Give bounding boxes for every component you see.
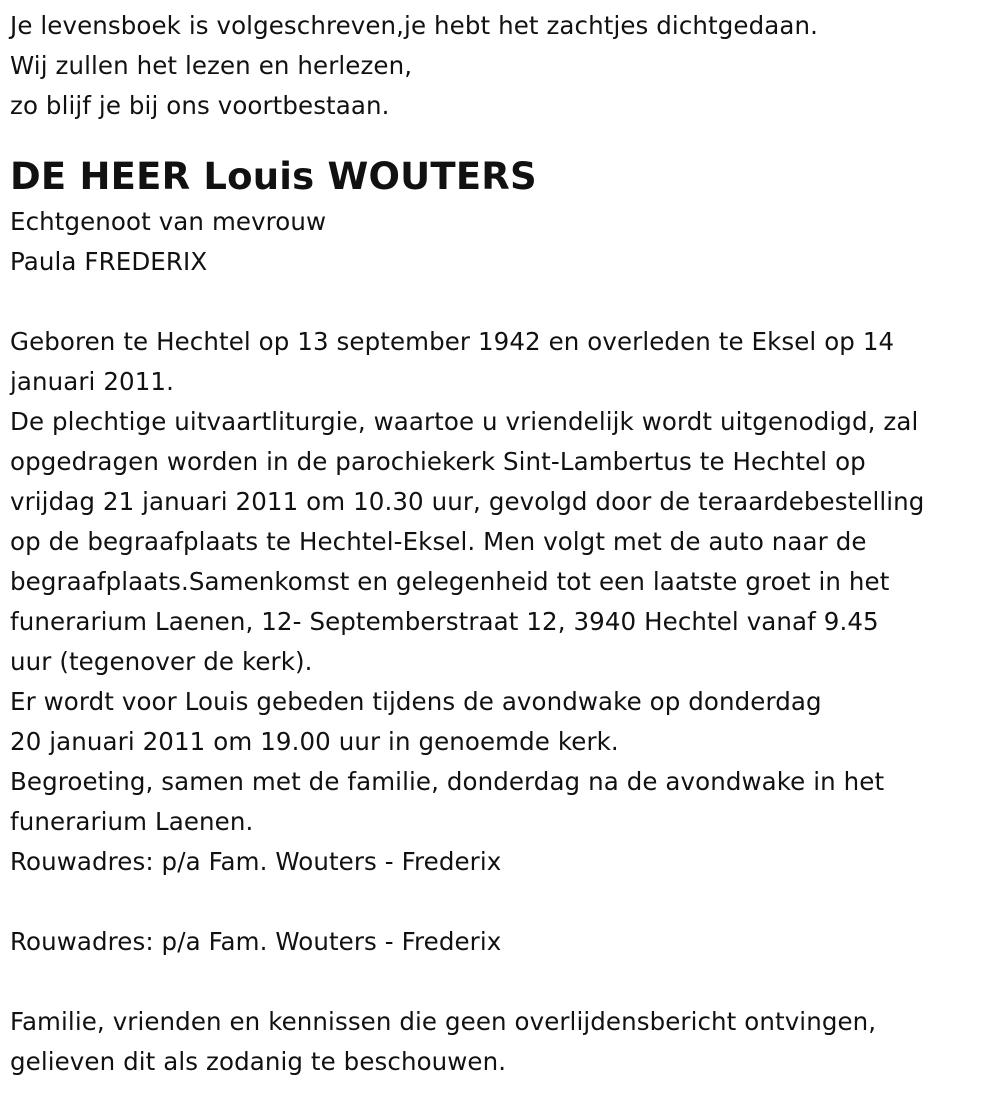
deceased-name: DE HEER Louis WOUTERS <box>10 155 537 198</box>
poem-line: Wij zullen het lezen en herlezen, <box>10 51 413 80</box>
mourning-address: Rouwadres: p/a Fam. Wouters - Frederix <box>10 927 502 956</box>
body-line: De plechtige uitvaartliturgie, waartoe u vriendelijk wordt uitgenodigd, zal <box>10 407 919 436</box>
body-line: uur (tegenover de kerk). <box>10 647 313 676</box>
body-line: Begroeting, samen met de familie, donderdag na de avondwake in het <box>10 767 885 796</box>
spacer <box>10 962 1000 1002</box>
body-line: januari 2011. <box>10 367 174 396</box>
body-line: funerarium Laenen, 12- Septemberstraat 12, 3940 Hechtel vanaf 9.45 <box>10 607 879 636</box>
body-line: begraafplaats.Samenkomst en gelegenheid tot een laatste groet in het <box>10 567 890 596</box>
poem <box>10 6 1000 126</box>
body-line: Geboren te Hechtel op 13 september 1942 en overleden te Eksel op 14 <box>10 327 895 356</box>
closing-line: gelieven dit als zodanig te beschouwen. <box>10 1047 507 1076</box>
body-line: Rouwadres: p/a Fam. Wouters - Frederix <box>10 847 502 876</box>
body-line: 20 januari 2011 om 19.00 uur in genoemde kerk. <box>10 727 619 756</box>
spacer <box>10 882 1000 922</box>
spouse-line: Paula FREDERIX <box>10 247 208 276</box>
poem-line: zo blijf je bij ons voortbestaan. <box>10 91 390 120</box>
body-line: op de begraafplaats te Hechtel-Eksel. Men volgt met de auto naar de <box>10 527 867 556</box>
announcement-body <box>10 322 1000 882</box>
body-line: opgedragen worden in de parochiekerk Sint-Lambertus te Hechtel op <box>10 447 866 476</box>
spouse-info <box>10 202 1000 282</box>
spouse-line: Echtgenoot van mevrouw <box>10 207 327 236</box>
poem-line: Je levensboek is volgeschreven,je hebt het zachtjes dichtgedaan. <box>10 11 818 40</box>
body-line: vrijdag 21 januari 2011 om 10.30 uur, gevolgd door de teraardebestelling <box>10 487 925 516</box>
closing-line: Familie, vrienden en kennissen die geen overlijdensbericht ontvingen, <box>10 1007 877 1036</box>
body-line: funerarium Laenen. <box>10 807 254 836</box>
body-line: Er wordt voor Louis gebeden tijdens de avondwake op donderdag <box>10 687 822 716</box>
spacer <box>10 282 1000 322</box>
closing-note <box>10 1002 1000 1082</box>
